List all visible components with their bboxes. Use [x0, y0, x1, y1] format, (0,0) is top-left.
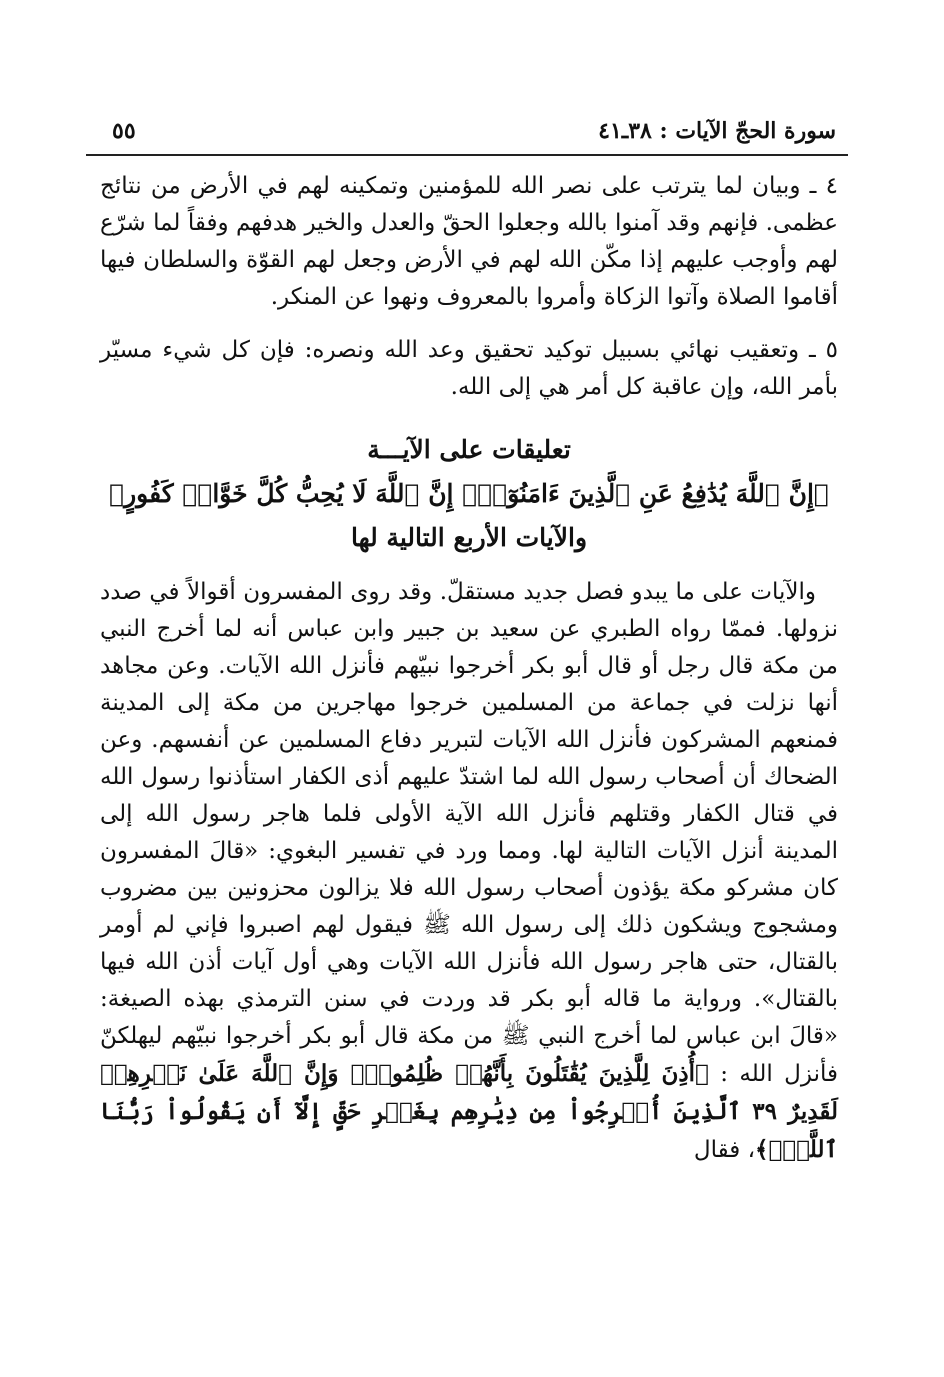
section-heading-block [100, 428, 838, 560]
page-header [90, 112, 836, 152]
commentary-text: والآيات على ما يبدو فصل جديد مستقلّ. وقد روى المفسرون أقوالاً في صدد نزولها. فممّا رواه الطبري عن سعيد بن جبير وابن عباس أنه لما أخرج النبي من مكة قال رجل أو قال أبو بكر أخرجوا نبيّهم فأنزل الله الآيات. وعن مجاهد أنها نزلت في جماعة من المسلمين خرجوا مهاجرين من مكة إلى المدينة فمنعهم المشركون فأنزل الله الآيات لتبرير دفاع المسلمين عن أنفسهم. وعن الضحاك أن أصحاب رسول الله لما اشتدّ عليهم أذى الكفار استأذنوا رسول الله في قتال الكفار وقتلهم فأنزل الله الآية الأولى فلما هاجر رسول الله إلى المدينة أنزل الآيات التالية لها. ومما ورد في تفسير البغوي: «قالَ المفسرون كان مشركو مكة يؤذون أصحاب رسول الله فلا يزالون محزونين بين مضروب ومشجوج ويشكون ذلك إلى رسول الله ﷺ فيقول لهم اصبروا فإني لم أومر بالقتال، حتى هاجر رسول الله فأنزل الله الآيات وهي أول آيات أذن الله فيها بالقتال». ورواية ما قاله أبو بكر قد وردت في سنن الترمذي بهذه الصيغة: «قالَ ابن عباس لما أخرج النبي ﷺ من مكة قال أبو بكر أخرجوا نبيّهم ليهلكنّ فأنزل الله : [100, 579, 838, 1087]
section-subheading: والآيات الأربع التالية لها [350, 523, 588, 552]
paragraph-point-4: ٤ ـ وبيان لما يترتب على نصر الله للمؤمنين وتمكينه لهم في الأرض من نتائج عظمى. فإنهم وقد آمنوا بالله وجعلوا الحقّ والعدل والخير هدفهم وفقاً لما شرّع لهم وأوجب عليهم إذا مكّن الله لهم في الأرض وجعل لهم القوّة والسلطان فيها أقاموا الصلاة وآتوا الزكاة وأمروا بالمعروف ونهوا عن المنكر. [100, 173, 838, 310]
quran-quote: ﴿أُذِنَ لِلَّذِينَ يُقَٰتَلُونَ بِأَنَّهُمۡ ظُلِمُواْۚ وَإِنَّ ٱللَّهَ عَلَىٰ نَصۡرِهِمۡ لَقَدِيرٌ ٣٩ ٱلَّذِينَ أُخۡرِجُواْ مِن دِيَٰرِهِم بِغَيۡرِ حَقٍّ إِلَّآ أَن يَقُولُواْ رَبُّنَا ٱللَّهُۗ﴾ [100, 1060, 838, 1163]
commentary-text-end: ، فقال [693, 1137, 756, 1163]
page-number: ٥٥ [112, 118, 136, 144]
header-title: سورة الحجّ الآيات : ٣٨ـ٤١ [598, 118, 836, 144]
section-heading: تعليقات على الآيـــة [367, 435, 571, 464]
page-content [100, 168, 838, 1185]
commentary-paragraph [100, 574, 838, 1169]
paragraph-point-5: ٥ ـ وتعقيب نهائي بسبيل توكيد تحقيق وعد الله ونصره: فإن كل شيء مسيّر بأمر الله، وإن عاقبة كل أمر هي إلى الله. [100, 337, 838, 400]
section-verse: ﴿إِنَّ ٱللَّهَ يُدَٰفِعُ عَنِ ٱلَّذِينَ ءَامَنُوٓاْۗ إِنَّ ٱللَّهَ لَا يُحِبُّ كُلَّ خَوَّانٖ كَفُورٍ﴾ [109, 479, 829, 508]
header-divider [86, 154, 848, 156]
